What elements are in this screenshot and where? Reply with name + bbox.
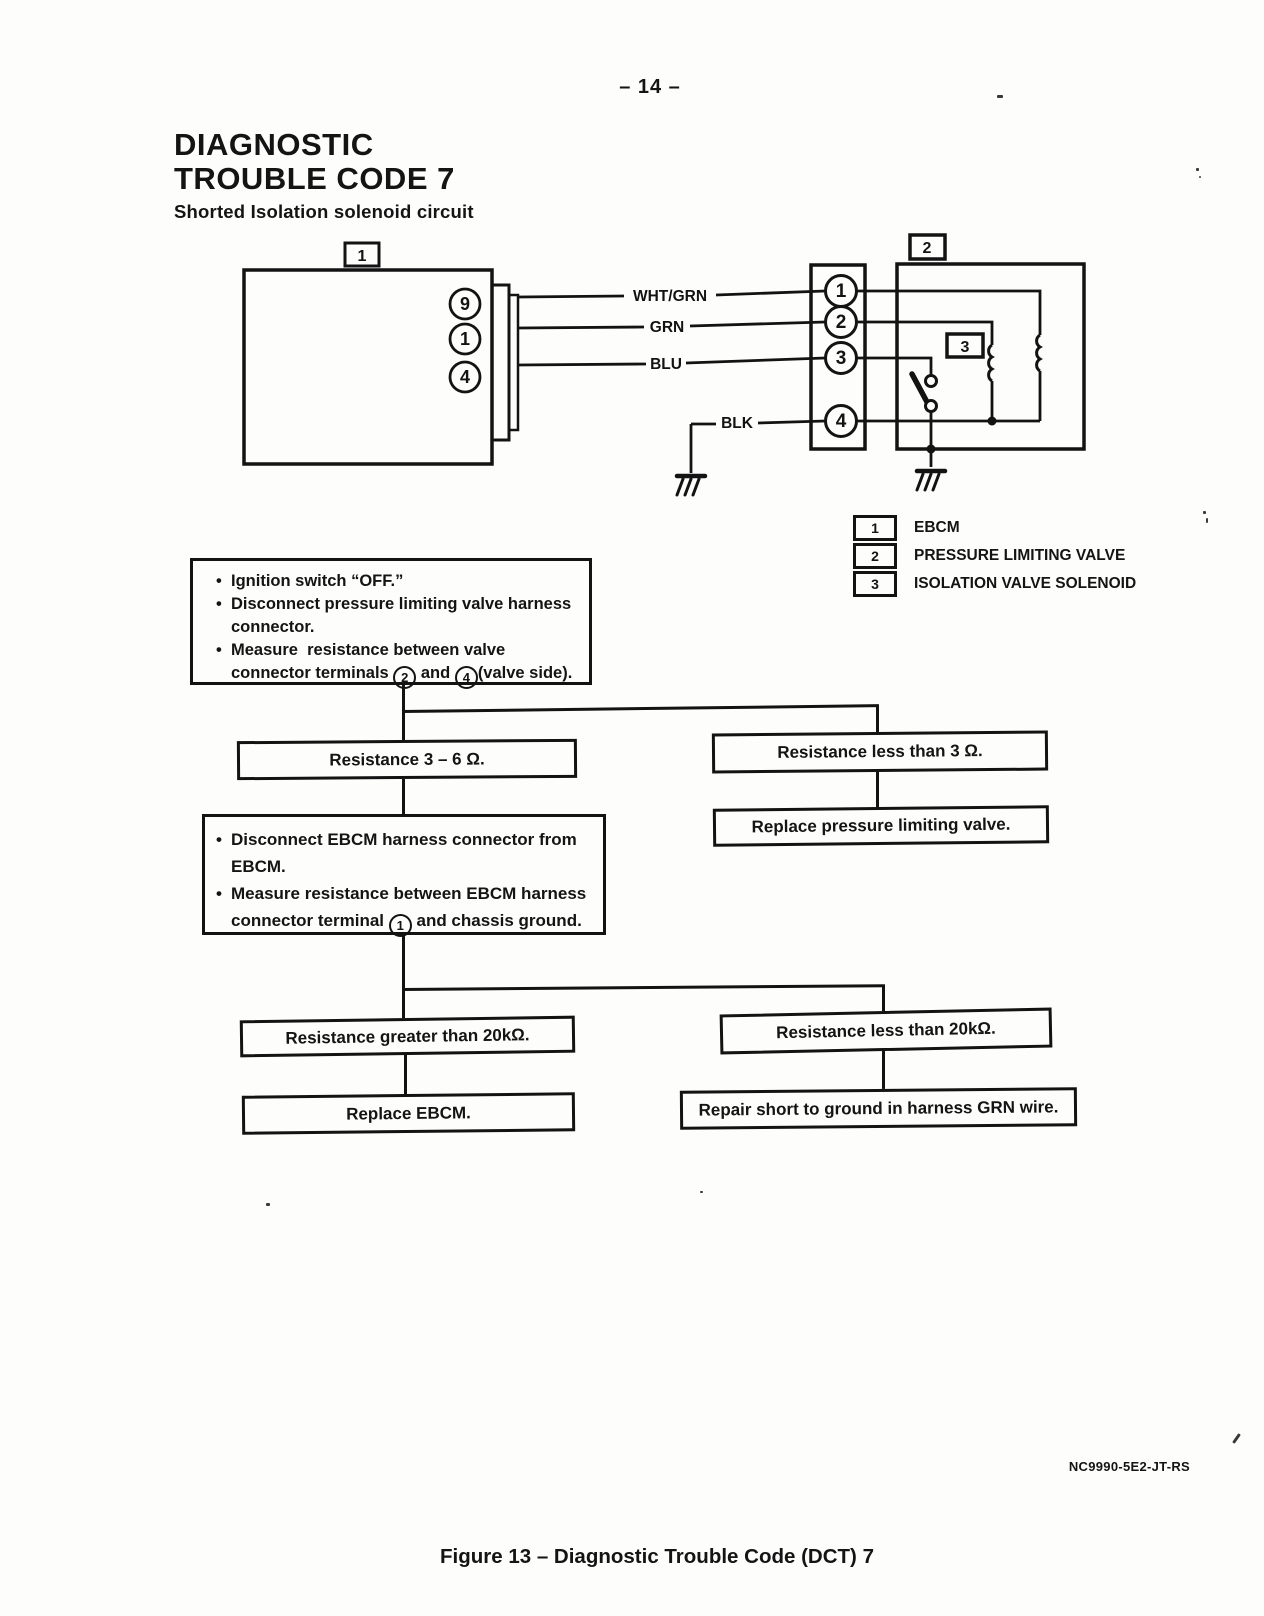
wire-whtgrn-left	[518, 296, 624, 297]
coil-right	[1037, 335, 1040, 371]
step1-bullet2	[231, 593, 585, 639]
scan-speck	[700, 1191, 703, 1193]
page-title-line1: DIAGNOSTIC	[174, 127, 374, 162]
legend-key-3: 3	[853, 571, 897, 597]
step2-bullet1	[231, 826, 599, 880]
result-resistance-3-6-box: Resistance 3 – 6 Ω.	[237, 739, 577, 780]
scan-speck	[1199, 176, 1201, 178]
scan-speck	[1206, 518, 1208, 523]
connector-h2	[402, 984, 885, 991]
wire-whtgrn-label: WHT/GRN	[632, 288, 708, 305]
step2-b1-line2: EBCM.	[231, 857, 286, 876]
result-resistance-less3-box: Resistance less than 3 Ω.	[712, 731, 1048, 774]
legend-row-valve	[853, 545, 1136, 566]
scan-speck	[266, 1203, 270, 1206]
step1-b2-line2: connector.	[231, 618, 315, 636]
page-subtitle: Shorted Isolation solenoid circuit	[174, 201, 474, 222]
step1-list	[193, 561, 589, 693]
connector-v6-right	[882, 985, 885, 1014]
connector-v5	[402, 935, 405, 991]
wire-whtgrn-right	[716, 291, 825, 295]
page-title-line2: TROUBLE CODE 7	[174, 161, 455, 196]
terminal-2-circled: 2	[393, 666, 416, 689]
scan-speck	[1196, 168, 1199, 171]
ebcm-component-tag	[345, 243, 379, 266]
connector-v7	[404, 1055, 407, 1096]
connector-v1	[402, 685, 405, 713]
junction-dot-coils	[988, 417, 997, 426]
wire-blk-label: BLK	[721, 415, 753, 432]
connector-v4	[402, 779, 405, 815]
wire-blu-label: BLU	[650, 356, 682, 373]
connector-h1	[402, 704, 879, 713]
connector-pin-2-label: 2	[835, 312, 847, 333]
legend-key-1: 1	[853, 515, 897, 541]
scan-speck	[997, 95, 1003, 98]
ebcm-pin-1-label: 1	[459, 329, 471, 349]
step1-b3-pre: connector terminals	[231, 664, 394, 682]
valve-internal-circuit	[856, 291, 1040, 467]
valve-switch	[912, 374, 937, 412]
step2-b1-line1: Disconnect EBCM harness connector from	[231, 830, 577, 849]
valve-tag-number: 2	[922, 240, 932, 257]
legend-label-valve: PRESSURE LIMITING VALVE	[914, 546, 1126, 564]
step1-b3-line1: Measure resistance between valve	[231, 641, 506, 659]
step1-b3-post: (valve side).	[477, 664, 573, 682]
connector-v6-left	[402, 990, 405, 1019]
step2-list	[205, 817, 603, 941]
step2-b2-post: and chassis ground.	[411, 911, 582, 930]
legend-row-ebcm	[853, 517, 1136, 538]
step2-bullet2	[231, 880, 599, 937]
connector-v2-left	[402, 712, 405, 742]
result-resistance-less20k-box: Resistance less than 20kΩ.	[720, 1008, 1053, 1055]
terminal-1-circled: 1	[389, 914, 412, 937]
connector-v3	[876, 771, 879, 809]
ebcm-tag-number: 1	[357, 248, 367, 265]
coil-right-feed	[856, 291, 1040, 335]
switch-contact-bottom	[926, 401, 937, 412]
document-code: NC9990-5E2-JT-RS	[1068, 1459, 1190, 1474]
terminal-4-circled: 4	[455, 666, 478, 689]
legend-row-solenoid	[853, 573, 1136, 594]
wire-grn-left	[518, 327, 644, 328]
legend-key-2: 2	[853, 543, 897, 569]
connector-v8	[882, 1050, 885, 1091]
flowchart-step1-box	[190, 558, 592, 685]
connector-pin-1-label: 1	[835, 281, 847, 302]
step2-b2-pre: connector terminal	[231, 911, 389, 930]
page-number: – 14 –	[619, 76, 681, 98]
scan-speck	[1203, 511, 1206, 514]
ground-symbol-right	[917, 471, 945, 490]
ebcm-connector-tab	[492, 285, 509, 440]
valve-component-tag	[910, 235, 945, 259]
connector-pin-3-label: 3	[835, 348, 847, 369]
legend-label-ebcm: EBCM	[914, 518, 960, 536]
wire-blu-right	[686, 358, 825, 363]
ground-symbol-left	[677, 476, 705, 495]
solenoid-tag-number: 3	[960, 339, 970, 356]
title-block	[174, 128, 474, 223]
step1-bullet3	[231, 639, 585, 689]
solenoid-component-tag	[947, 334, 983, 357]
ebcm-pin-9-label: 9	[459, 294, 471, 314]
figure-caption: Figure 13 – Diagnostic Trouble Code (DCT) 7	[440, 1545, 874, 1568]
connector-v2-right	[876, 706, 879, 735]
legend-label-solenoid: ISOLATION VALVE SOLENOID	[914, 574, 1137, 592]
wire-grn-right	[690, 322, 825, 326]
connector-pin-4-label: 4	[835, 411, 847, 432]
wire-grn-label: GRN	[649, 319, 685, 336]
action-replace-valve-box: Replace pressure limiting valve.	[713, 805, 1049, 847]
component-legend	[853, 517, 1136, 601]
step1-b2-line1: Disconnect pressure limiting valve harness	[231, 595, 572, 613]
step2-b2-line1: Measure resistance between EBCM harness	[231, 884, 587, 903]
action-replace-ebcm-box: Replace EBCM.	[242, 1092, 575, 1134]
action-repair-short-box: Repair short to ground in harness GRN wire.	[680, 1087, 1077, 1129]
flowchart-step2-box	[202, 814, 606, 935]
wire-blk-right	[758, 421, 825, 423]
junction-dot-ground	[927, 445, 936, 454]
ebcm-pin-4-label: 4	[459, 367, 471, 387]
wiring-schematic	[220, 215, 1100, 515]
scan-speck	[1232, 1433, 1241, 1444]
switch-feed	[856, 358, 931, 375]
wire-blu-left	[518, 364, 646, 365]
switch-contact-top	[926, 376, 937, 387]
step1-b3-mid: and	[416, 664, 455, 682]
result-resistance-greater20k-box: Resistance greater than 20kΩ.	[240, 1016, 575, 1058]
solenoid-coil	[989, 345, 992, 381]
step1-bullet1: • Ignition switch “OFF.”	[231, 570, 585, 593]
